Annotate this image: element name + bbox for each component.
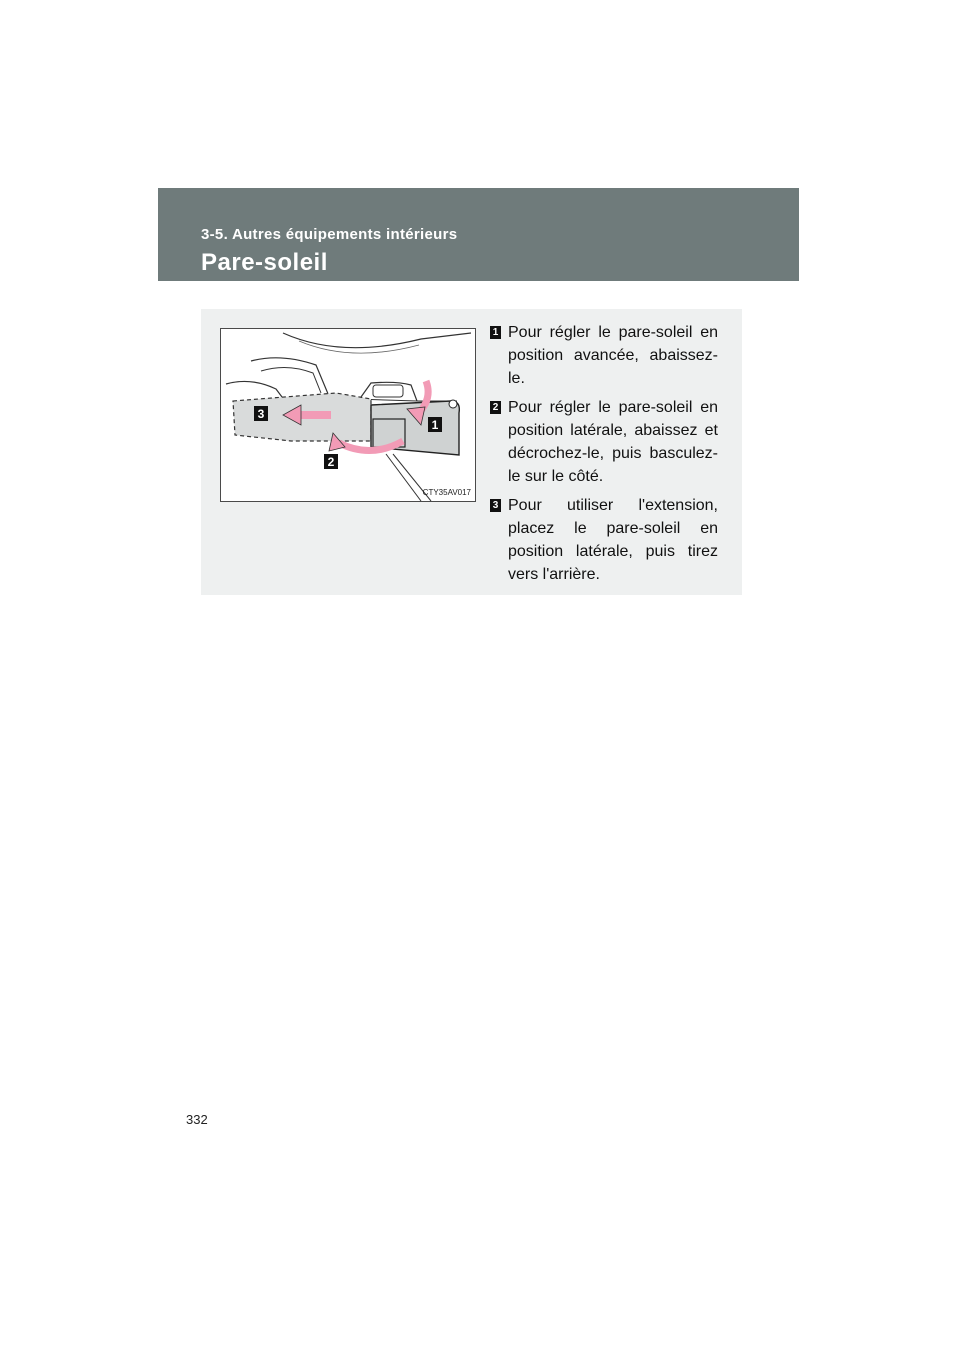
callout-3-badge [254,406,268,421]
figure-code: CTY35AV017 [422,488,471,497]
callout-1-label: 1 [431,418,439,432]
step-text: Pour régler le pare-soleil en position latérale, abaissez et décrochez-le, puis basculez-le sur le côté. [508,399,718,485]
step-item [490,321,718,390]
step-text: Pour régler le pare-soleil en position avancée, abaissez-le. [508,324,718,387]
callout-2-label: 2 [327,455,335,469]
page-number: 332 [186,1112,208,1127]
sun-visor-illustration [220,328,476,502]
step-item [490,494,718,586]
callout-2-badge [324,454,338,469]
step-number-badge: 1 [490,326,501,339]
callout-1-badge [428,417,442,432]
section-header [158,188,799,281]
step-text: Pour utiliser l'extension, placez le pare-soleil en position latérale, puis tirez vers l'arrière. [508,497,718,583]
page-title: Pare-soleil [201,249,328,276]
step-number-badge: 2 [490,401,501,414]
steps-list [490,321,718,592]
section-label: 3-5. Autres équipements intérieurs [201,226,458,243]
sun-visor-drawing [221,329,475,501]
content-panel [201,309,742,595]
callout-3-label: 3 [257,407,265,421]
step-item [490,396,718,488]
step-number-badge: 3 [490,499,501,512]
